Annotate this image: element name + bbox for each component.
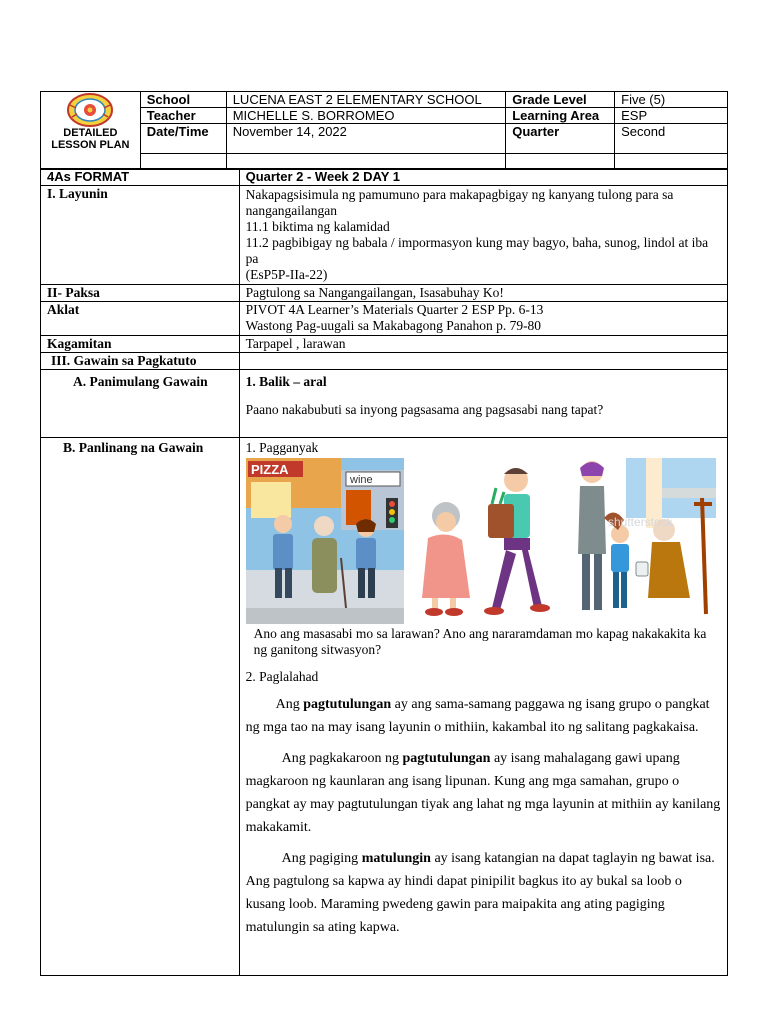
paglalahad-title: 2. Paglalahad xyxy=(245,669,319,684)
format-label: 4As FORMAT xyxy=(41,169,240,186)
teacher-label: Teacher xyxy=(140,108,226,124)
paragraph-pagtutulungan: Ang pagtutulungan ay ang sama-samang paggawa ng isang grupo o pangkat ng mga tao na may isang layunin o mithiin, kakambal ito ng salitang pagkakaisa. xyxy=(245,697,710,735)
teacher-value: MICHELLE S. BORROMEO xyxy=(226,108,506,124)
pagganyak-question: Ano ang masasabi mo sa larawan? Ano ang nararamdaman mo kapag nakakakita ka ng ganitong sitwasyon? xyxy=(253,626,707,657)
panlinang-label: B. Panlinang na Gawain xyxy=(41,438,240,976)
panimula-label: A. Panimulang Gawain xyxy=(41,370,240,438)
kagamitan-value: Tarpapel , larawan xyxy=(239,336,727,353)
aklat-line: Wastong Pag-uugali sa Makabagong Panahon p. 79-80 xyxy=(245,318,542,333)
pizza-sign-text: PIZZA xyxy=(250,462,289,477)
grade-level-value: Five (5) xyxy=(615,92,728,108)
aklat-row xyxy=(41,302,728,336)
grade-level-label: Grade Level xyxy=(506,92,615,108)
layunin-line: Nakapagsisimula ng pamumuno para makapagbigay ng kanyang tulong para sa nangangailangan xyxy=(245,187,674,218)
quarter-label: Quarter xyxy=(506,124,615,154)
layunin-label: I. Layunin xyxy=(41,186,240,285)
street-helping-picture xyxy=(246,458,404,624)
gawain-row xyxy=(41,353,728,370)
lesson-plan-table xyxy=(40,168,728,976)
wine-sign-text: wine xyxy=(349,474,373,486)
kagamitan-row xyxy=(41,336,728,353)
layunin-line: 11.1 biktima ng kalamidad xyxy=(245,219,390,234)
watermark-text: shutterstock xyxy=(607,515,673,529)
learning-area-value: ESP xyxy=(615,108,728,124)
school-value: LUCENA EAST 2 ELEMENTARY SCHOOL xyxy=(226,92,506,108)
school-label: School xyxy=(140,92,226,108)
grocery-helping-picture xyxy=(404,458,556,624)
date-value: November 14, 2022 xyxy=(226,124,506,154)
logo-cell xyxy=(41,92,141,170)
format-row xyxy=(41,169,728,186)
logo-label: DETAILED LESSON PLAN xyxy=(51,127,130,151)
layunin-line: 11.2 pagbibigay ng babala / impormasyon kung may bagyo, baha, sunog, lindol at iba pa xyxy=(245,235,709,266)
header-table xyxy=(40,91,728,170)
deped-seal-icon xyxy=(66,93,114,127)
panimula-row xyxy=(41,370,728,438)
paksa-row xyxy=(41,285,728,302)
paksa-label: II- Paksa xyxy=(41,285,240,302)
aklat-label: Aklat xyxy=(41,302,240,336)
pagganyak-title: 1. Pagganyak xyxy=(245,440,319,455)
pagganyak-pictures xyxy=(246,458,721,624)
paragraph-kaunlaran: Ang pagkakaroon ng pagtutulungan ay isang mahalagang gawi upang magkaroon ng kaunlaran ang isang lipunan. Kung ang mga samahan, grupo o pangkat ay may pagtutulungan tiyak ang lahat ng mga layunin at mithiin ay kanilang makakamit. xyxy=(245,751,721,835)
balik-aral-question: Paano nakabubuti sa inyong pagsasama ang pagsasabi nang tapat? xyxy=(245,402,604,417)
layunin-line: (EsP5P-IIa-22) xyxy=(245,267,328,282)
format-value: Quarter 2 - Week 2 DAY 1 xyxy=(239,169,727,186)
balik-aral-title: 1. Balik – aral xyxy=(245,374,327,389)
paragraph-matulungin: Ang pagiging matulungin ay isang katangian na dapat taglayin ng bawat isa. Ang pagtulong sa kapwa ay hindi dapat pinipilit bagkus ito ay bukal sa loob o kusang loob. Maraming pwedeng gawin para maipakita ang ating pagiging matulungin sa ating kapwa. xyxy=(245,851,715,935)
gawain-label: III. Gawain sa Pagkatuto xyxy=(41,353,240,370)
paksa-value: Pagtulong sa Nangangailangan, Isasabuhay Ko! xyxy=(239,285,727,302)
aklat-line: PIVOT 4A Learner’s Materials Quarter 2 ESP Pp. 6-13 xyxy=(245,302,544,317)
layunin-row xyxy=(41,186,728,285)
panlinang-row xyxy=(41,438,728,976)
charity-picture xyxy=(556,458,716,624)
kagamitan-label: Kagamitan xyxy=(41,336,240,353)
date-label: Date/Time xyxy=(140,124,226,154)
quarter-value: Second xyxy=(615,124,728,154)
empty-cell xyxy=(239,353,727,370)
learning-area-label: Learning Area xyxy=(506,108,615,124)
